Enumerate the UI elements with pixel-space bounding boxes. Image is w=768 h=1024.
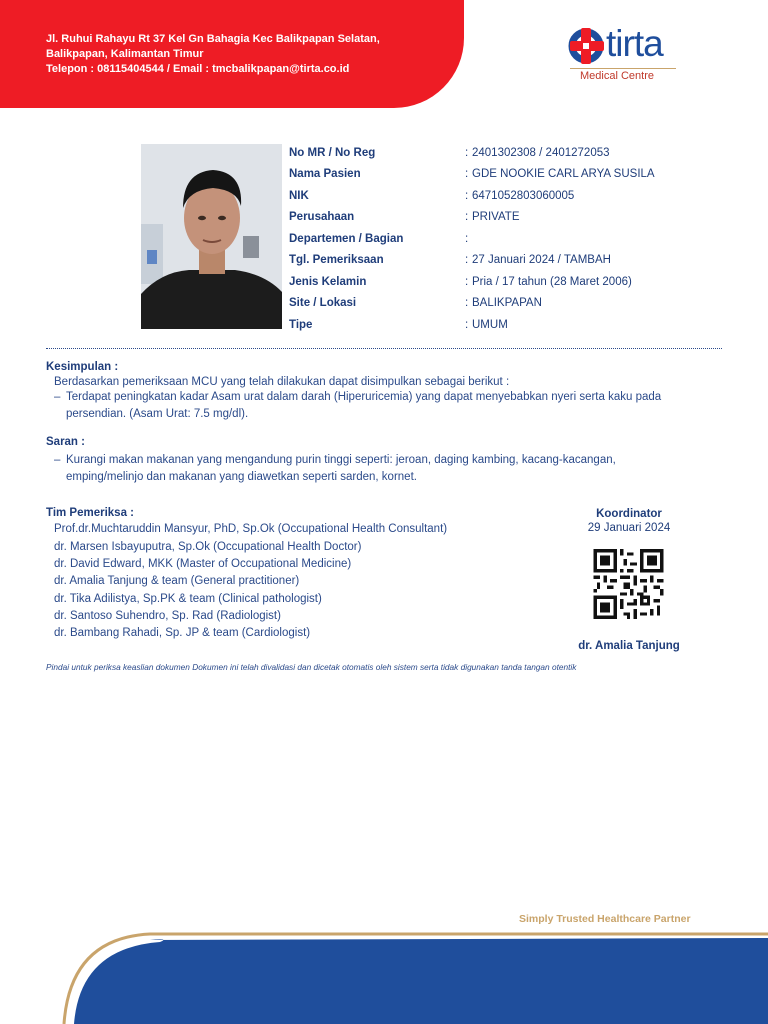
info-colon: : [465,233,469,245]
tirta-cross-logo-icon [566,24,610,68]
logo-wordmark: tirta [606,23,663,64]
info-label: Site / Lokasi [289,297,357,309]
kesimpulan-item-line2: persendian. (Asam Urat: 7.5 mg/dl). [66,408,249,420]
tim-member: Prof.dr.Muchtaruddin Mansyur, PhD, Sp.Ok (Occupational Health Consultant) [54,523,448,535]
info-colon: : [465,168,469,180]
tim-member: dr. Tika Adilistya, Sp.PK & team (Clinical pathologist) [54,593,322,605]
dash-bullet: – [54,391,61,403]
info-value: BALIKPAPAN [472,297,542,309]
info-label: Departemen / Bagian [289,233,404,245]
tim-member: dr. Marsen Isbayuputra, Sp.Ok (Occupational Health Doctor) [54,541,362,553]
saran-item-line2: emping/melinjo dan makanan yang diawetkan seperti sarden, kornet. [66,471,417,483]
info-colon: : [465,276,469,288]
info-colon: : [465,147,469,159]
patient-photo-icon [141,144,282,329]
saran-item-line1: Kurangi makan makanan yang mengandung purin tinggi seperti: jeroan, daging kambing, kacang-kacangan, [66,454,616,466]
tagline: Simply Trusted Healthcare Partner [519,913,691,925]
validation-note: Pindai untuk periksa keaslian dokumen Dokumen ini telah divalidasi dan dicetak otomatis oleh sistem serta tidak digunakan tanda tangan otentik [46,662,577,672]
saran-title: Saran : [46,436,85,448]
dash-bullet: – [54,454,61,466]
info-colon: : [465,319,469,331]
info-colon: : [465,254,469,266]
tim-member: dr. Santoso Suhendro, Sp. Rad (Radiologist) [54,610,281,622]
info-label: Tgl. Pemeriksaan [289,254,384,266]
info-label: Jenis Kelamin [289,276,367,288]
info-value: 6471052803060005 [472,190,575,202]
info-colon: : [465,211,469,223]
info-value: Pria / 17 tahun (28 Maret 2006) [472,276,632,288]
address-line-1: Jl. Ruhui Rahayu Rt 37 Kel Gn Bahagia Kec Balikpapan Selatan, [46,33,380,45]
section-divider [46,348,722,349]
contact-line: Telepon : 08115404544 / Email : tmcbalikpapan@tirta.co.id [46,63,350,75]
kesimpulan-intro: Berdasarkan pemeriksaan MCU yang telah dilakukan dapat disimpulkan sebagai berikut : [54,376,510,388]
tim-member: dr. Amalia Tanjung & team (General practitioner) [54,575,300,587]
logo-subtitle: Medical Centre [580,70,654,82]
info-label: No MR / No Reg [289,147,376,159]
info-value: GDE NOOKIE CARL ARYA SUSILA [472,168,655,180]
tim-member: dr. Bambang Rahadi, Sp. JP & team (Cardiologist) [54,627,311,639]
koordinator-title: Koordinator [596,508,662,520]
info-value: PRIVATE [472,211,520,223]
info-value: 27 Januari 2024 / TAMBAH [472,254,611,266]
info-value: 2401302308 / 2401272053 [472,147,610,159]
tim-member: dr. David Edward, MKK (Master of Occupational Medicine) [54,558,352,570]
kesimpulan-title: Kesimpulan : [46,361,119,373]
tim-title: Tim Pemeriksa : [46,507,135,519]
kesimpulan-item-line1: Terdapat peningkatan kadar Asam urat dalam darah (Hiperuricemia) yang dapat menyebabkan nyeri serta kaku pada [66,391,662,403]
patient-photo [141,144,282,329]
info-label: Tipe [289,319,313,331]
qr-code-icon[interactable] [592,549,665,619]
clinic-address [46,32,456,77]
info-value: UMUM [472,319,508,331]
logo-divider [570,68,676,69]
info-label: NIK [289,190,309,202]
tirta-logo [566,22,686,88]
info-label: Perusahaan [289,211,355,223]
address-line-2: Balikpapan, Kalimantan Timur [46,48,204,60]
koordinator-date: 29 Januari 2024 [587,522,671,534]
koordinator-name: dr. Amalia Tanjung [578,640,680,652]
info-colon: : [465,190,469,202]
info-colon: : [465,297,469,309]
info-label: Nama Pasien [289,168,361,180]
footer-wave [0,928,768,1024]
